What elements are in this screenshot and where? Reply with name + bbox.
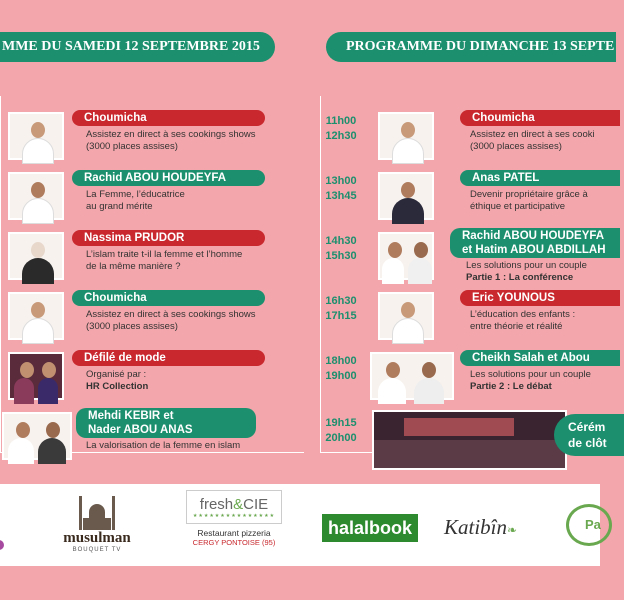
session-description: La Femme, l’éducatrice au grand mérite — [86, 189, 185, 212]
sponsors-bar — [0, 484, 600, 566]
speaker-pill: Rachid ABOU HOUDEYFA et Hatim ABOU ABDILLAH — [450, 228, 620, 258]
speaker-pill: Rachid ABOU HOUDEYFA — [72, 170, 265, 186]
sunday-item-1 — [320, 108, 610, 168]
sunday-item-4 — [320, 288, 610, 348]
woman-chef-photo — [378, 112, 434, 160]
session-description: Les solutions pour un couple Partie 1 : La conférence — [466, 260, 587, 283]
speaker-pill: Choumicha — [72, 290, 265, 306]
partial-logo — [0, 540, 4, 550]
sunday-item-2 — [320, 168, 610, 228]
fresh-cie-logo[interactable]: fresh&CIE ★★★★★★★★★★★★★★★ Restaurant pizzeria CERGY PONTOISE (95) — [186, 490, 282, 562]
saturday-item-5 — [0, 348, 305, 408]
closing-ceremony-badge: Cérém de clôt — [554, 414, 624, 456]
katibin-logo[interactable]: Katibîn❧ — [444, 515, 518, 539]
sunday-item-6 — [320, 410, 610, 470]
speaker-photo — [8, 172, 64, 220]
session-description: Les solutions pour un couple Partie 2 : Le débat — [470, 369, 591, 392]
sunday-item-5 — [320, 348, 610, 408]
session-description: L’éducation des enfants : entre théorie et réalité — [470, 309, 576, 332]
saturday-item-6 — [0, 408, 305, 468]
speaker-pill: Anas PATEL — [460, 170, 620, 186]
speaker-pill: Défilé de mode — [72, 350, 265, 366]
speaker-photo — [378, 292, 434, 340]
session-time: 18h00 19h00 — [325, 355, 357, 382]
woman-chef-photo — [8, 112, 64, 160]
session-description: Devenir propriétaire grâce à éthique et participative — [470, 189, 588, 212]
speaker-photo — [8, 232, 64, 280]
speaker-photo — [378, 172, 434, 220]
speaker-pill: Mehdi KEBIR et Nader ABOU ANAS — [76, 408, 256, 438]
session-description: Assistez en direct à ses cookings shows (3000 places assises) — [86, 129, 256, 152]
leaf-icon: ❧ — [507, 523, 518, 537]
speakers-photo — [370, 352, 454, 400]
speakers-photo — [378, 232, 434, 280]
session-description: Assistez en direct à ses cookings shows (3000 places assises) — [86, 309, 256, 332]
saturday-item-3 — [0, 228, 305, 288]
speaker-pill: Nassima PRUDOR — [72, 230, 265, 246]
musulman-bouquet-tv-logo[interactable]: musulman BOUQUET TV — [52, 496, 142, 558]
saturday-item-1 — [0, 108, 305, 168]
halalbook-logo[interactable]: halalbook — [322, 514, 418, 542]
speaker-pill: Choumicha — [72, 110, 265, 126]
fashion-photo — [8, 352, 64, 400]
saturday-item-4 — [0, 288, 305, 348]
speaker-pill: Cheikh Salah et Abou — [460, 350, 620, 366]
speaker-pill: Choumicha — [460, 110, 620, 126]
session-description: La valorisation de la femme en islam — [86, 440, 241, 451]
sunday-program-header: PROGRAMME DU DIMANCHE 13 SEPTE — [326, 32, 616, 62]
round-green-logo[interactable]: Pa — [566, 504, 612, 546]
mosque-icon — [77, 496, 117, 530]
session-description: Organisé par : HR Collection — [86, 369, 149, 392]
sunday-item-3 — [320, 228, 610, 288]
speaker-pill: Eric YOUNOUS — [460, 290, 620, 306]
session-time: 16h30 17h15 — [325, 295, 357, 322]
woman-chef-photo — [8, 292, 64, 340]
ceremony-photo — [372, 410, 567, 470]
session-time: 11h00 12h30 — [325, 115, 357, 142]
session-time: 13h00 13h45 — [325, 175, 357, 202]
speakers-photo — [2, 412, 72, 460]
session-time: 14h30 15h30 — [325, 235, 357, 262]
saturday-program-header: MME DU SAMEDI 12 SEPTEMBRE 2015 — [0, 32, 275, 62]
session-time: 19h15 20h00 — [325, 417, 357, 444]
session-description: L’islam traite t-il la femme et l’homme de la même manière ? — [86, 249, 243, 272]
saturday-item-2 — [0, 168, 305, 228]
session-description: Assistez en direct à ses cooki (3000 places assises) — [470, 129, 595, 152]
